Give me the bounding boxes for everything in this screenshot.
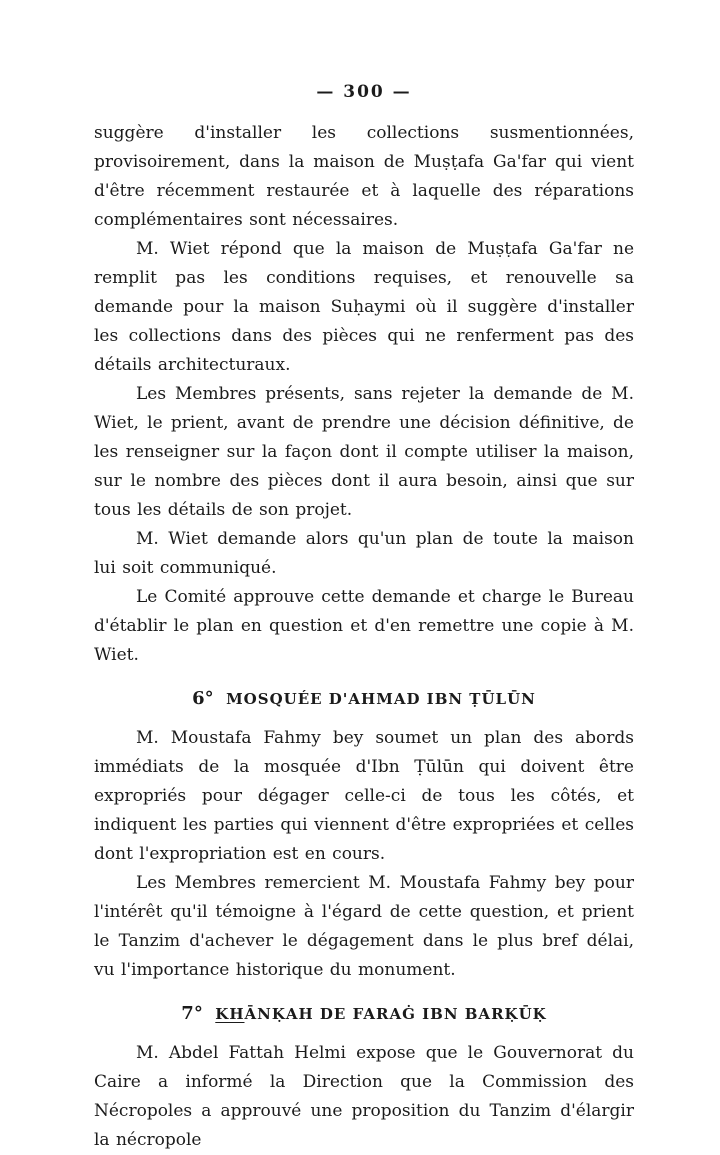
section-number: 7° — [181, 1003, 203, 1024]
paragraph-continuation: suggère d'installer les collections susmentionnées, provisoirement, dans la maison de Muṣṭafa Ga'far qui vient d'être récemment restaurée et à laquelle des réparations complémentaires sont nécessaires. — [94, 123, 634, 230]
section-title: MOSQUÉE D'AHMAD IBN ṬŪLŪN — [226, 690, 536, 708]
paragraph: M. Wiet demande alors qu'un plan de toute la maison lui soit communiqué. — [94, 529, 634, 578]
section-heading-7-khankah-farag-ibn-barkuk — [94, 1002, 634, 1026]
paragraph: M. Wiet répond que la maison de Muṣṭafa Ga'far ne remplit pas les conditions requises, et renouvelle sa demande pour la maison Suḥaymi où il suggère d'installer les collections dans des pièces qui ne renferment pas des détails architecturaux. — [94, 239, 634, 375]
section-title: ĀNḲAH DE FARAĠ IBN BARḲŪḲ — [244, 1005, 547, 1023]
paragraph: M. Abdel Fattah Helmi expose que le Gouvernorat du Caire a informé la Direction que la Commission des Nécropoles a approuvé une proposition du Tanzim d'élargir la nécropole — [94, 1043, 634, 1150]
paragraph: M. Moustafa Fahmy bey soumet un plan des abords immédiats de la mosquée d'Ibn Ṭūlūn qui doivent être expropriés pour dégager celle-ci de tous les côtés, et indiquent les parties qui viennent d'être expropriées et celles dont l'expropriation est en cours. — [94, 728, 634, 864]
paragraph: Les Membres présents, sans rejeter la demande de M. Wiet, le prient, avant de prendre une décision définitive, de les renseigner sur la façon dont il compte utiliser la maison, sur le nombre des pièces dont il aura besoin, ainsi que sur tous les détails de son projet. — [94, 384, 634, 520]
page-number: — 300 — — [316, 82, 412, 102]
section-number: 6° — [192, 688, 214, 709]
section-title-underlined-part: KH — [215, 1005, 245, 1023]
paragraph: Les Membres remercient M. Moustafa Fahmy bey pour l'intérêt qu'il témoigne à l'égard de cette question, et prient le Tanzim d'achever le dégagement dans le plus bref délai, vu l'importance historique du monument. — [94, 873, 634, 980]
scanned-book-page — [94, 82, 634, 1155]
section-heading-6-mosquee-ibn-tulun — [94, 687, 634, 711]
paragraph: Le Comité approuve cette demande et charge le Bureau d'établir le plan en question et d'en remettre une copie à M. Wiet. — [94, 587, 634, 665]
